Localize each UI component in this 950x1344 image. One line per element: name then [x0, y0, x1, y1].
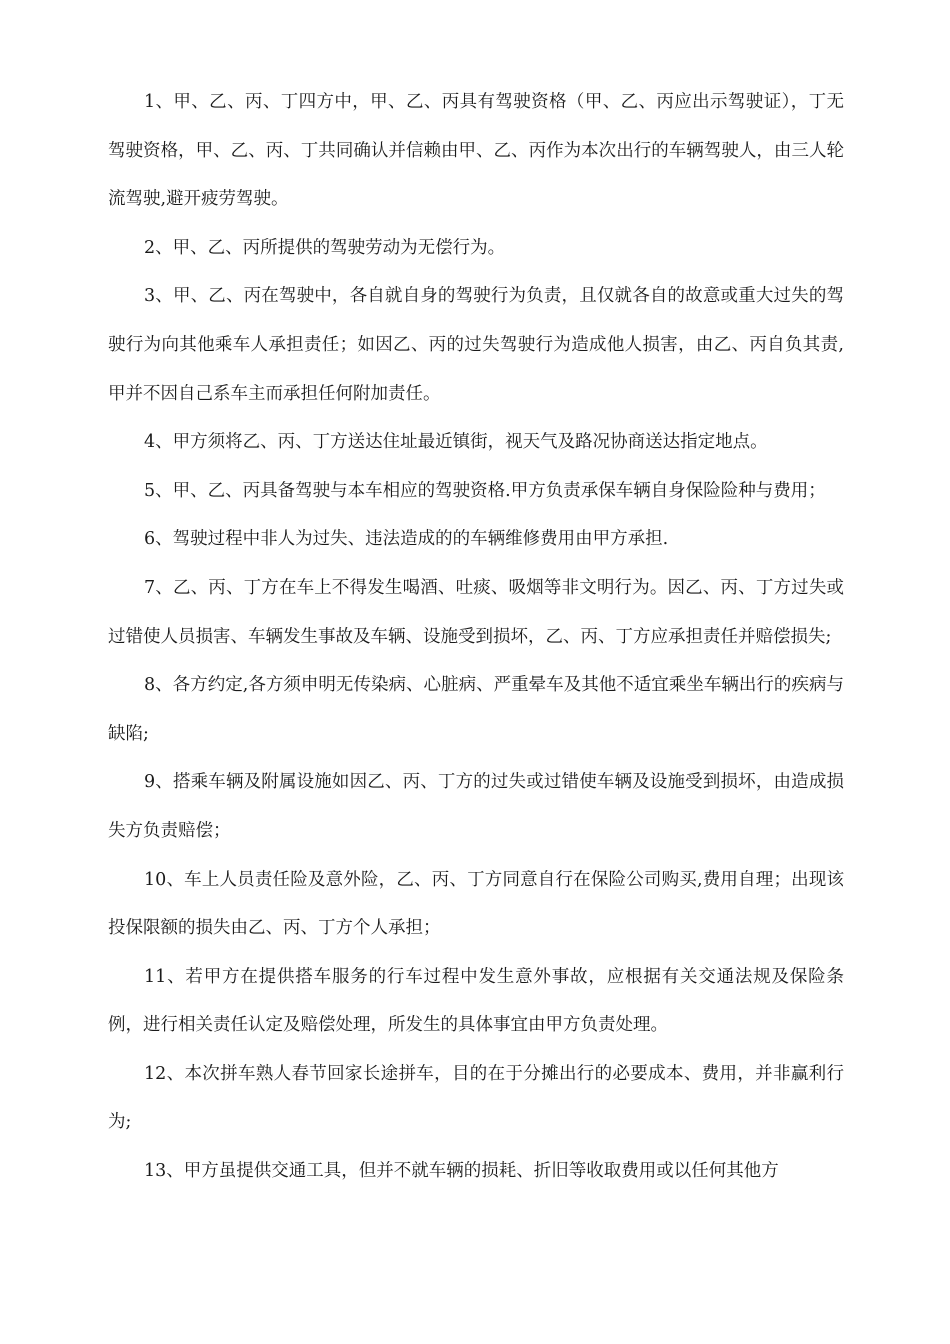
clause-6: 6、驾驶过程中非人为过失、违法造成的的车辆维修费用由甲方承担. — [144, 529, 669, 550]
clause-4: 4、甲方须将乙、丙、丁方送达住址最近镇街，视天气及路况协商送达指定地点。 — [144, 432, 768, 453]
clause-3: 3、甲、乙、丙在驾驶中，各自就自身的驾驶行为负责，且仅就各自的故意或重大过失的驾驶行为向其他乘车人承担责任；如因乙、丙的过失驾驶行为造成他人损害，由乙、丙自负其责,甲并不因自己系车主而承担任何附加责任。 — [108, 286, 844, 404]
clause-5: 5、甲、乙、丙具备驾驶与本车相应的驾驶资格.甲方负责承保车辆自身保险险种与费用； — [144, 480, 826, 501]
clause-8: 8、各方约定,各方须申明无传染病、心脏病、严重晕车及其他不适宜乘坐车辆出行的疾病与缺陷; — [108, 675, 844, 744]
clause-11: 11、若甲方在提供搭车服务的行车过程中发生意外事故，应根据有关交通法规及保险条例，进行相关责任认定及赔偿处理，所发生的具体事宜由甲方负责处理。 — [108, 966, 844, 1036]
clause-7: 7、乙、丙、丁方在车上不得发生喝酒、吐痰、吸烟等非文明行为。因乙、丙、丁方过失或过错使人员损害、车辆发生事故及车辆、设施受到损坏，乙、丙、丁方应承担责任并赔偿损失; — [108, 577, 844, 647]
clause-2: 2、甲、乙、丙所提供的驾驶劳动为无偿行为。 — [144, 237, 506, 258]
clause-list — [108, 78, 844, 1196]
clause-1: 1、甲、乙、丙、丁四方中，甲、乙、丙具有驾驶资格（甲、乙、丙应出示驾驶证），丁无驾驶资格，甲、乙、丙、丁共同确认并信赖由甲、乙、丙作为本次出行的车辆驾驶人，由三人轮流驾驶,避开疲劳驾驶。 — [108, 92, 844, 210]
clause-12: 12、本次拼车熟人春节回家长途拼车，目的在于分摊出行的必要成本、费用，并非赢利行为; — [108, 1063, 844, 1133]
clause-10: 10、车上人员责任险及意外险，乙、丙、丁方同意自行在保险公司购买,费用自理；出现该投保限额的损失由乙、丙、丁方个人承担； — [108, 869, 844, 939]
clause-9: 9、搭乘车辆及附属设施如因乙、丙、丁方的过失或过错使车辆及设施受到损坏，由造成损失方负责赔偿； — [108, 772, 844, 841]
clause-13: 13、甲方虽提供交通工具，但并不就车辆的损耗、折旧等收取费用或以任何其他方 — [144, 1161, 779, 1182]
